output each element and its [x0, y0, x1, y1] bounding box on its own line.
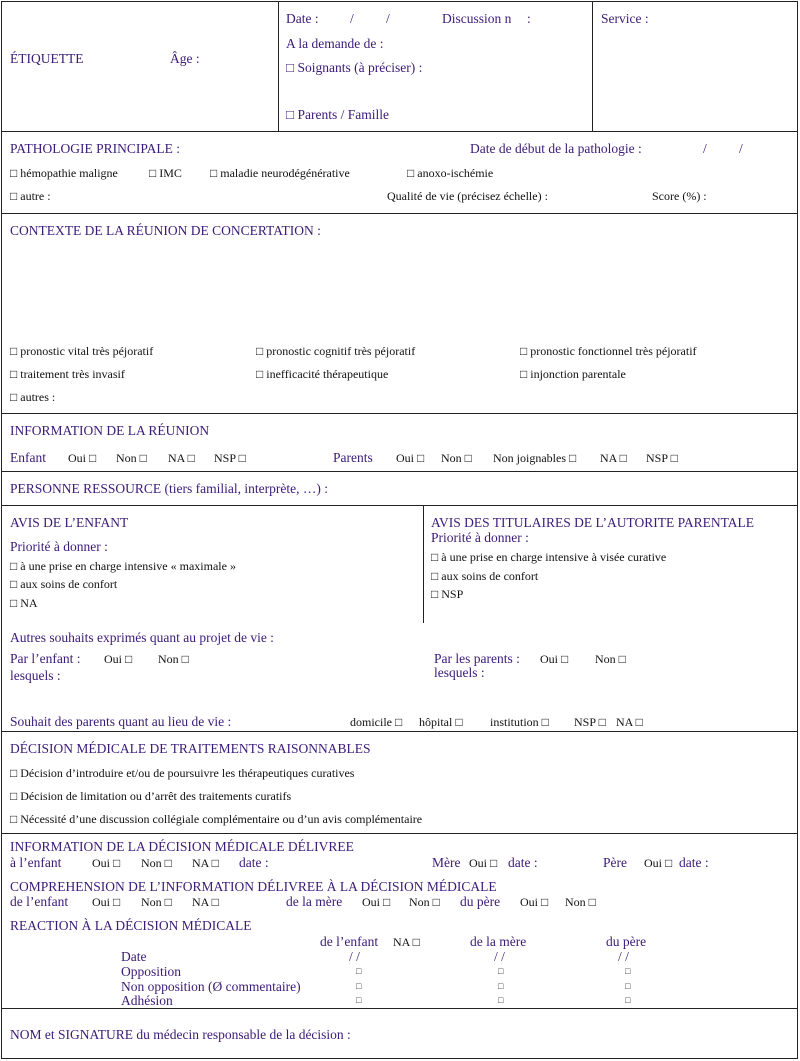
enfant-na-checkbox[interactable]: NA □ — [168, 451, 195, 465]
pere-date-field[interactable]: / / — [618, 949, 629, 964]
parents-na-checkbox[interactable]: NA □ — [600, 451, 627, 465]
institution-checkbox[interactable]: institution □ — [490, 715, 549, 729]
prise-en-charge-maximale-checkbox[interactable]: □ à une prise en charge intensive « maximale » — [10, 559, 236, 573]
date-separator: / — [739, 141, 743, 156]
comprehension-enfant-label: de l’enfant — [10, 894, 69, 909]
autres-checkbox[interactable]: □ autres : — [10, 390, 56, 404]
comprehension-mere-label: de la mère — [286, 894, 343, 909]
na-checkbox[interactable]: □ NA — [10, 596, 38, 610]
divider — [1, 505, 798, 506]
lesquels-label: lesquels : — [10, 668, 61, 683]
soins-confort-checkbox[interactable]: □ aux soins de confort — [431, 569, 539, 583]
decision-title: DÉCISION MÉDICALE DE TRAITEMENTS RAISONNABLES — [10, 741, 371, 756]
soins-confort-checkbox[interactable]: □ aux soins de confort — [10, 577, 118, 591]
decision-limitation-checkbox[interactable]: □ Décision de limitation ou d’arrêt des traitements curatifs — [10, 789, 292, 803]
par-parents-non-checkbox[interactable]: Non □ — [595, 652, 626, 666]
date-label: Date : — [286, 11, 319, 26]
divider — [1, 833, 798, 834]
divider — [1, 213, 798, 214]
comprehension-pere-non-checkbox[interactable]: Non □ — [565, 895, 596, 909]
comprehension-mere-oui-checkbox[interactable]: Oui □ — [362, 895, 391, 909]
nsp-checkbox[interactable]: NSP □ — [574, 715, 606, 729]
enfant-non-checkbox[interactable]: Non □ — [116, 451, 147, 465]
pere-label: Père — [603, 855, 627, 870]
enfant-non-opposition-checkbox[interactable]: □ — [356, 981, 362, 991]
comprehension-pere-oui-checkbox[interactable]: Oui □ — [520, 895, 549, 909]
col-enfant-header: de l’enfant — [320, 934, 379, 949]
autre-checkbox[interactable]: □ autre : — [10, 189, 51, 203]
injonction-parentale-checkbox[interactable]: □ injonction parentale — [520, 367, 626, 381]
pere-adhesion-checkbox[interactable]: □ — [625, 995, 631, 1005]
comprehension-pere-label: du père — [460, 894, 501, 909]
pere-non-opposition-checkbox[interactable]: □ — [625, 981, 631, 991]
traitement-invasif-checkbox[interactable]: □ traitement très invasif — [10, 367, 125, 381]
enfant-na-checkbox[interactable]: NA □ — [192, 856, 219, 870]
enfant-opposition-checkbox[interactable]: □ — [356, 966, 362, 976]
parents-oui-checkbox[interactable]: Oui □ — [396, 451, 425, 465]
info-decision-title: INFORMATION DE LA DÉCISION MÉDICALE DÉLIVREE — [10, 839, 354, 854]
enfant-label: à l’enfant — [10, 855, 62, 870]
prise-en-charge-curative-checkbox[interactable]: □ à une prise en charge intensive à visée curative — [431, 550, 667, 564]
par-parents-label: Par les parents : — [434, 651, 520, 666]
col-mere-header: de la mère — [470, 934, 527, 949]
information-title: INFORMATION DE LA RÉUNION — [10, 423, 210, 438]
soignants-checkbox[interactable]: □ Soignants (à préciser) : — [286, 60, 423, 75]
par-enfant-non-checkbox[interactable]: Non □ — [158, 652, 189, 666]
divider — [1, 413, 798, 414]
domicile-checkbox[interactable]: domicile □ — [350, 715, 403, 729]
enfant-label: Enfant — [10, 450, 46, 465]
hemopathie-checkbox[interactable]: □ hémopathie maligne — [10, 166, 118, 180]
divider — [1, 731, 798, 732]
hopital-checkbox[interactable]: hôpital □ — [419, 715, 463, 729]
col-enfant-na-checkbox[interactable]: NA □ — [393, 935, 420, 949]
priorite-label: Priorité à donner : — [10, 539, 108, 554]
comprehension-enfant-oui-checkbox[interactable]: Oui □ — [92, 895, 121, 909]
mere-non-opposition-checkbox[interactable]: □ — [498, 981, 504, 991]
pere-oui-checkbox[interactable]: Oui □ — [644, 856, 673, 870]
divider — [1, 471, 798, 472]
avis-parents-title: AVIS DES TITULAIRES DE L’AUTORITE PARENTALE — [431, 515, 755, 530]
contexte-title: CONTEXTE DE LA RÉUNION DE CONCERTATION : — [10, 223, 321, 238]
divider — [592, 1, 593, 131]
enfant-oui-checkbox[interactable]: Oui □ — [68, 451, 97, 465]
pronostic-cognitif-checkbox[interactable]: □ pronostic cognitif très péjoratif — [256, 344, 416, 358]
parents-nsp-checkbox[interactable]: NSP □ — [646, 451, 678, 465]
inefficacite-checkbox[interactable]: □ inefficacité thérapeutique — [256, 367, 389, 381]
age-label: Âge : — [170, 51, 200, 66]
decision-curatives-checkbox[interactable]: □ Décision d’introduire et/ou de poursuivre les thérapeutiques curatives — [10, 766, 355, 780]
row-label-date: Date — [121, 949, 147, 964]
lieu-de-vie-label: Souhait des parents quant au lieu de vie : — [10, 714, 232, 729]
date-debut-label: Date de début de la pathologie : — [470, 141, 642, 156]
enfant-non-checkbox[interactable]: Non □ — [141, 856, 172, 870]
mere-oui-checkbox[interactable]: Oui □ — [469, 856, 498, 870]
par-enfant-label: Par l’enfant : — [10, 651, 81, 666]
imc-checkbox[interactable]: □ IMC — [149, 166, 182, 180]
service-label: Service : — [601, 11, 649, 26]
row-label-adhesion: Adhésion — [121, 993, 173, 1008]
parents-non-joignables-checkbox[interactable]: Non joignables □ — [493, 451, 577, 465]
divider — [1, 131, 798, 132]
pronostic-vital-checkbox[interactable]: □ pronostic vital très péjoratif — [10, 344, 154, 358]
na-checkbox[interactable]: NA □ — [616, 715, 643, 729]
demande-label[interactable]: A la demande de : — [286, 36, 384, 51]
col-pere-header: du père — [606, 934, 647, 949]
pathologie-title: PATHOLOGIE PRINCIPALE : — [10, 141, 181, 156]
etiquette-label: ÉTIQUETTE — [10, 51, 84, 66]
personne-ressource-title: PERSONNE RESSOURCE (tiers familial, interprète, …) : — [10, 481, 328, 496]
mere-label: Mère — [432, 855, 461, 870]
nsp-checkbox[interactable]: □ NSP — [431, 587, 464, 601]
par-parents-oui-checkbox[interactable]: Oui □ — [540, 652, 569, 666]
reaction-title: REACTION À LA DÉCISION MÉDICALE — [10, 918, 252, 933]
signature-label: NOM et SIGNATURE du médecin responsable de la décision : — [10, 1027, 351, 1042]
avis-enfant-title: AVIS DE L’ENFANT — [10, 515, 129, 530]
date-separator: / — [386, 11, 390, 26]
mere-date-label: date : — [508, 855, 538, 870]
divider — [1, 1008, 798, 1009]
qualite-vie-label: Qualité de vie (précisez échelle) : — [387, 189, 548, 203]
pronostic-fonctionnel-checkbox[interactable]: □ pronostic fonctionnel très péjoratif — [520, 344, 697, 358]
comprehension-mere-non-checkbox[interactable]: Non □ — [409, 895, 440, 909]
enfant-nsp-checkbox[interactable]: NSP □ — [214, 451, 246, 465]
mere-opposition-checkbox[interactable]: □ — [498, 966, 504, 976]
divider — [278, 1, 279, 131]
pere-opposition-checkbox[interactable]: □ — [625, 966, 631, 976]
mere-date-field[interactable]: / / — [494, 949, 505, 964]
enfant-oui-checkbox[interactable]: Oui □ — [92, 856, 121, 870]
parents-non-checkbox[interactable]: Non □ — [441, 451, 472, 465]
discussion-colon: : — [527, 11, 531, 26]
priorite-label: Priorité à donner : — [431, 530, 529, 545]
row-label-non-opposition: Non opposition (Ø commentaire) — [121, 979, 301, 994]
enfant-date-field[interactable]: / / — [349, 949, 360, 964]
date-separator: / — [350, 11, 354, 26]
date-separator: / — [703, 141, 707, 156]
enfant-adhesion-checkbox[interactable]: □ — [356, 995, 362, 1005]
parents-famille-checkbox[interactable]: □ Parents / Famille — [286, 107, 390, 122]
comprehension-title: COMPREHENSION DE L’INFORMATION DÉLIVREE À LA DÉCISION MÉDICALE — [10, 879, 497, 894]
lesquels-label: lesquels : — [434, 665, 485, 680]
par-enfant-oui-checkbox[interactable]: Oui □ — [104, 652, 133, 666]
neurodegenerative-checkbox[interactable]: □ maladie neurodégénérative — [210, 166, 350, 180]
divider — [423, 505, 424, 623]
mere-adhesion-checkbox[interactable]: □ — [498, 995, 504, 1005]
discussion-label: Discussion n — [442, 11, 512, 26]
score-label: Score (%) : — [652, 189, 707, 203]
anoxo-ischemie-checkbox[interactable]: □ anoxo-ischémie — [407, 166, 494, 180]
row-label-opposition: Opposition — [121, 964, 182, 979]
souhaits-title: Autres souhaits exprimés quant au projet de vie : — [10, 630, 274, 645]
form-frame — [1, 1, 798, 1059]
comprehension-enfant-non-checkbox[interactable]: Non □ — [141, 895, 172, 909]
enfant-date-label: date : — [239, 855, 269, 870]
discussion-collegiale-checkbox[interactable]: □ Nécessité d’une discussion collégiale complémentaire ou d’un avis complémentaire — [10, 812, 423, 826]
comprehension-enfant-na-checkbox[interactable]: NA □ — [192, 895, 219, 909]
pere-date-label: date : — [679, 855, 709, 870]
parents-label: Parents — [333, 450, 373, 465]
